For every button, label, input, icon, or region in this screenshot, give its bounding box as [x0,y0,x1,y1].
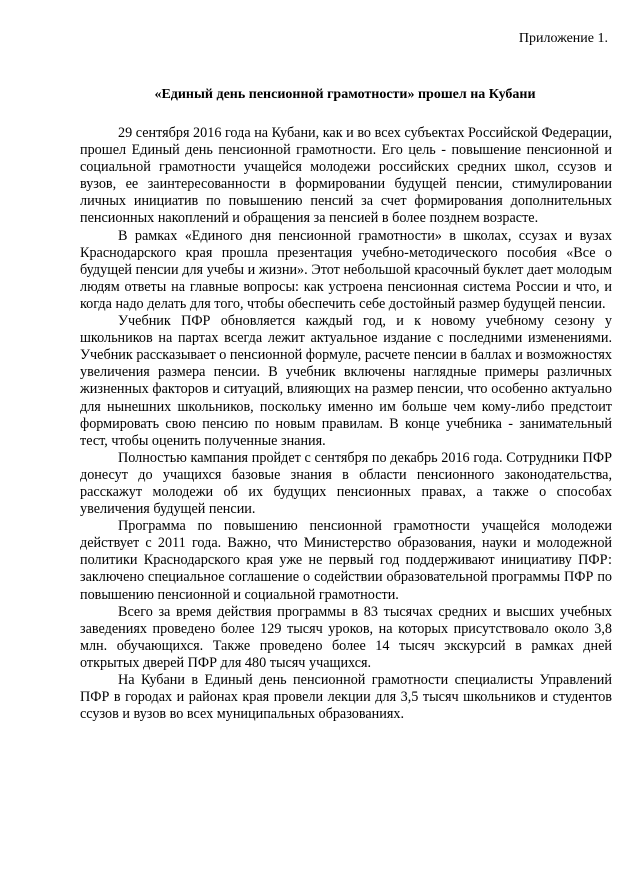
paragraph: Всего за время действия программы в 83 тысячах средних и высших учебных заведениях проведено более 129 тысяч уроков, на которых присутствовало около 3,8 млн. обучающихся. Также проведено более 14 тысяч экскурсий в рамках дней открытых дверей ПФР для 480 тысяч учащихся. [80,603,612,671]
document-body [80,125,612,723]
paragraph: 29 сентября 2016 года на Кубани, как и во всех субъектах Российской Федерации, прошел Единый день пенсионной грамотности. Его цель - повышение пенсионной и социальной грамотности учащейся молодежи российских средних школ, ссузов и вузов, ее заинтересованности в формировании будущей пенсии, стимулировании личных инициатив по повышению пенсий за счет формирования дополнительных пенсионных накоплений и обращения за пенсией в более позднем возрасте. [80,125,612,227]
paragraph: Полностью кампания пройдет с сентября по декабрь 2016 года. Сотрудники ПФР донесут до учащихся базовые знания в области пенсионного законодательства, расскажут молодежи об их будущих пенсионных правах, а также о способах увеличения будущей пенсии. [80,449,612,518]
appendix-label: Приложение 1. [518,31,608,46]
paragraph: В рамках «Единого дня пенсионной грамотности» в школах, ссузах и вузах Краснодарского края прошла презентация учебно-методического пособия «Все о будущей пенсии для учебы и жизни». Этот небольшой красочный буклет дает молодым людям ответы на главные вопросы: как устроена пенсионная система России и что, и когда надо делать для того, чтобы обеспечить себе достойный размер будущей пенсии. [80,227,612,312]
page-title: «Единый день пенсионной грамотности» прошел на Кубани [154,87,536,102]
paragraph: Программа по повышению пенсионной грамотности учащейся молодежи действует с 2011 года. Важно, что Министерство образования, науки и молодежной политики Краснодарского края уже не первый год поддерживают инициативу ПФР: заключено специальное соглашение о содействии образовательной программы ПФР по повышению пенсионной и социальной грамотности. [80,518,612,603]
paragraph: Учебник ПФР обновляется каждый год, и к новому учебному сезону у школьников на партах всегда лежит актуальное издание с последними изменениями. Учебник рассказывает о пенсионной формуле, расчете пенсии в баллах и возможностях увеличения размера пенсии. В учебник включены наглядные примеры различных жизненных факторов и ситуаций, влияющих на размер пенсии, что особенно актуально для нынешних школьников, поскольку именно им больше чем кому-либо предстоит формировать свою пенсию по новым правилам. В конце учебника - занимательный тест, чтобы оценить полученные знания. [80,313,612,449]
paragraph: На Кубани в Единый день пенсионной грамотности специалисты Управлений ПФР в городах и районах края провели лекции для 3,5 тысяч школьников и студентов ссузов и вузов во всех муниципальных образованиях. [80,672,612,723]
